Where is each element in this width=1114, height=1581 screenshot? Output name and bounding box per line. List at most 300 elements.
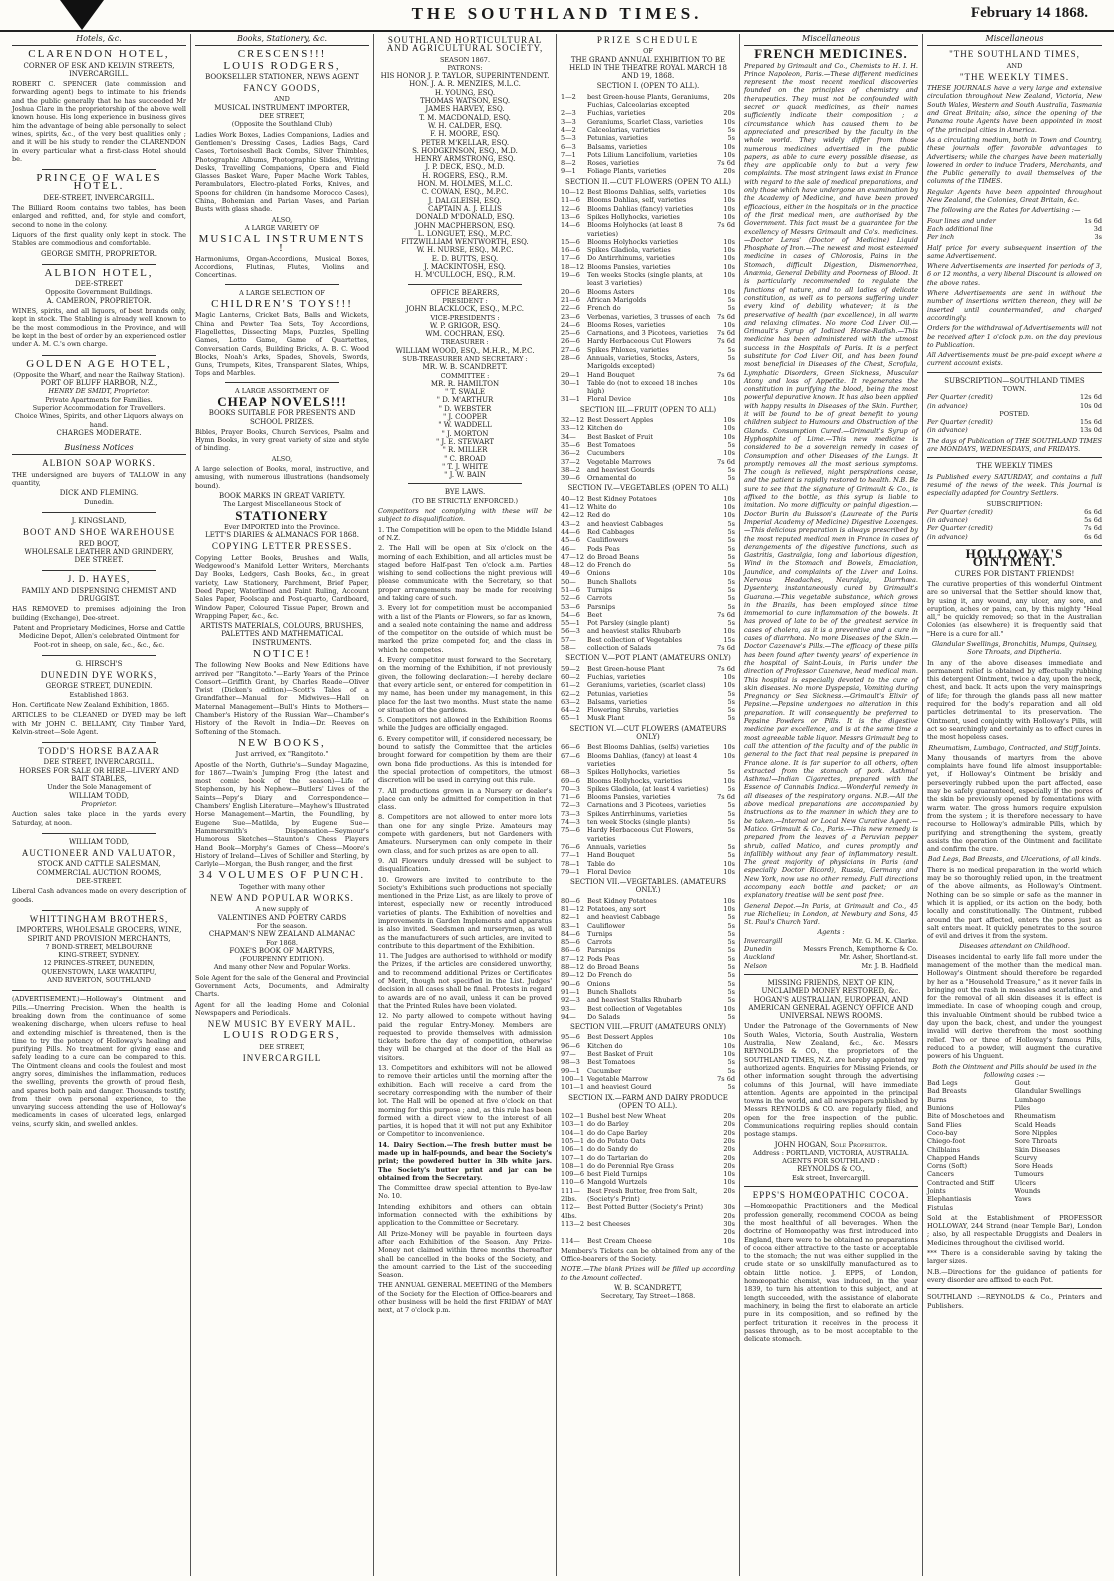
meeting-note: THE ANNUAL GENERAL MEETING of the Members of the Society for the Election of Office-bearers and other business will be held the first FRIDAY of MAY next, at 7 o'clock p.m.: [378, 1281, 552, 1315]
ad-sub: A new supply of: [255, 905, 309, 914]
schedule-number: 75—6: [561, 826, 580, 835]
schedule-row: [561, 938, 735, 946]
schedule-number: 107—1: [561, 1153, 585, 1162]
ad-title: TODD'S HORSE BAZAAR: [38, 746, 160, 757]
schedule-prize: 10s: [723, 1178, 735, 1187]
schedule-prize: 5s: [727, 801, 735, 810]
ad-name: WILLIAM TODD,: [68, 837, 130, 846]
schedule-number: 39—6: [561, 474, 580, 483]
case-item: Sore Throats: [1014, 1137, 1058, 1146]
schedule-row: [561, 449, 735, 457]
schedule-item: Kitchen do: [587, 424, 623, 433]
schedule-number: 52—6: [561, 594, 580, 603]
ad-music: MUSICAL INSTRUMENT IMPORTER,: [214, 103, 350, 112]
schedule-item: Best collection of Vegetables: [587, 1004, 682, 1013]
rate-entry: [927, 225, 1102, 233]
printers-footer: SOUTHLAND :—REYNOLDS & Co., Printers and Publishers.: [927, 1293, 1102, 1310]
holloway-body-2: In any of the above diseases immediate and permanent relief is obtained by effectually rubbing this detergent Ointment, twice a day, upon the neck, chest, and back. It acts upon the very mainsprings of life; for through the glands pass all new matter required for the body's reparation and all old particles detrimental to its preservation. The Ointment, used conjointly with Holloway's Pills, will act so searchingly and certainly as to effect cures in the most hopeless cases.: [927, 658, 1102, 742]
schedule-row: [561, 843, 735, 851]
schedule-prize: 5s: [727, 826, 735, 835]
agent-entry-label: Dunedin: [744, 945, 772, 954]
schedule-number: 3—3: [561, 117, 576, 126]
french-medicines-body: Prepared by Grimault and Co., Chemists to H. I. H. Prince Napoleon, Paris.—These different medicines represent the most recent medical discoveries founded on the principles of chemistry and therapeutics. They must not be confounded with secret or quack medicines, as their names sufficiently indicate their composition ; a circumstance which has caused them to be appreciated and prescribed by the faculty in the whole world. They widely differ from those numerous medicines advertised in the public papers, as able to cure every possible disease, as they are applicable only to but a very few complaints. The most stringent laws exist in France with regard to the sale of medical preparations, and only those which have undergone an examination by the Academy of Medicine, and have been proved efficacious, either in the hospitals or in the practice of the first medical men, are authorised by the Government. This fact must be a guarantee for the excellency of Messrs Grimault and Co's. medicines.—Doctor Leras' (Doctor of Medicine) Liquid Phosphate of Iron.—The newest and most esteemed medicine in cases of Chlorosis, Pains in the Stomach, difficult Digestion, Dismenorrhea, Anæmia, General Debility and Poorness of Blood. It is particularly recommended to regulate the functions of nature, and to all ladies of delicate constitution, as well as to persons suffering under every kind of debility whatever; it is the preservative of health (par excellence), in all warm and relaxing climates. No more Cod Liver Oil.—Grimault's Syrup of Iodized Horse-Radish.—This medicine has been administered with the utmost success in the Hospitals of Paris. It is a perfect substitute for Cod Liver Oil, and has been found most beneficial in Diseases of the Chest, Scrofula, Lymphatic Disorders, Green Sickness, Muscular Atony and loss of Appetite. It regenerates the constitution in purifying the blood, being the most powerful depurative known. It has also been applied with happy results in Diseases of the Skin. Further, it will be found to be of great benefit to young children subject to Humours and Obstruction of the Glands. Consumption Cured.—Grimault's Syrup of Hyphosphite of Lime.—This new medicine is considered to be a sovereign remedy in cases of Consumption and other Diseases of the Lungs. It promptly removes all the most serious symptoms. The cough is relieved, night perspirations cease, and the patient is rapidly restored to health. N.B. Be sure to see that the signature of Grimault & Co., is affixed to the bottle, as this syrup is liable to imitation. No more difficulty or painful digestion.—Doctor Burin du Buisson's (Laureate of the Paris Imperial Academy of Medicine) Digestive Lozenges.—This delicious preparation is always prescribed by the most reputed medical men in France in cases of derangements of the digestive functions, such as Gastritis, Gastralgia, long and laborious digestion, Wind in the Stomach and Bowels, Emaciation, Jaundice, and complaints of the Liver and Loins. Nervous Headaches, Neuralgia, Diarrhœa. Dysentery, instantaneously cured by Grimault's Guarana.—This vegetable substance, which grows in the Brazils, has been employed since time immemorial to cure inflammation of the bowels. It has proved of late to be of the greatest service in cases of cholera, as it is a preventive and a cure in cases of diarrhœa. No more Diseases of the Skin.—Doctor Cazenave's Pills.—The efficacy of these pills has been found after twenty years' of experience in the hospital of Saint-Louis, in Paris under the direction of Professor Cazenave, head medical man. This hospital is especially devoted to the cure of skin diseases. No more Dyspepsia, Vomiting during Pregnancy or Sea Sickness.—Grimault's Elixir of Pepsine.—Pepsine undergoes no alteration in this preparation. It will consequently be preferred to Pepsine Powders or Pills. It is the digestive medicine par excellence, and is at the same time a most agreeable table liquor. Messrs Grimault beg to call the attention of the faculty and of the public in general to the fact that real pepsine is prepared in France alone. It is far superior to all others, often extracted from the stomach of pork. Asthma! Asthma!—Indian Cigarettes, prepared with the Essence of Cannabis Indica.—Wonderful remedy in all diseases of the respiratory organs. N.B.—All the above medical preparations are accompanied by instructions as to the manner in which they are to be taken.—Internal or Local New Curative Agent.—Matico. Grimault & Co., Paris.—This new remedy is prepared from the leaves of a Peruvian pepper shrub, called Matico, and cures promptly and infallibly without any fear of inflammatory result. The great majority of physicians in Paris (and especially Doctor Ricord), Russia, Germany and New York, now use no other remedy. Full directions accompany each bottle and packet; or an explanatory treatise will be sent post free.: [744, 61, 918, 900]
schedule-number: 35—6: [561, 440, 580, 449]
column-misc-2: [923, 34, 1106, 1576]
patron-name: CAPTAIN A. J. ELLIS: [428, 204, 502, 213]
schedule-prize: 10s: [723, 859, 735, 868]
ad-proprietor: HENRY DE SMIDT, Proprietor.: [48, 387, 150, 396]
schedule-prize: 10s: [723, 896, 735, 905]
schedule-number: 84—6: [561, 929, 580, 938]
ad-body: Ladies Work Boxes, Ladies Companions, Ladies and Gentlemen's Dressing Cases, Ladies Bags, Card Cases, Tortoiseshell Back Combs, Silver Thimbles, Photographic Albums, Photographic Slides, Writing Desks, Travelling Companions, Opera and Field Glasses Basket Ware, Paper Mache Work Tables, Perambulators, Electro-plated Forks, Knives, and Spoons for children (in handsome Morocco Cases), China, Bohemian and Parian Vases, and Parian Busts with glass shade.: [195, 130, 369, 214]
case-item: Bad Legs: [927, 1079, 958, 1088]
schedule-row: [561, 93, 735, 110]
schedule-number: 111—2lbs.: [561, 1186, 580, 1204]
schedule-prize: 7s 6d: [717, 793, 735, 802]
schedule-item: Blooms Asters: [587, 287, 635, 296]
schedule-item: Blooms Pansies, varieties: [587, 793, 671, 802]
schedule-row: [561, 188, 735, 196]
subscription-rate: [927, 524, 1102, 532]
schedule-prize: 5s: [727, 594, 735, 603]
agent-entry-value: Mr. G. M. K. Clarke.: [852, 936, 918, 945]
subscription2-posted-rates: [927, 524, 1102, 541]
schedule-prize: 5s: [727, 697, 735, 706]
agent-entry-value: Mr. J. B. Hadfield: [861, 961, 918, 970]
schedule-row: [561, 134, 735, 142]
patrons-list: [378, 80, 552, 279]
schedule-item: Bunch Shallots: [587, 987, 637, 996]
schedule-note: NOTE.—The blank Prizes will be filled up according to the Amount collected.: [561, 1265, 735, 1282]
schedule-prize: 10s: [723, 1004, 735, 1013]
schedule-item: Red do: [587, 511, 611, 520]
bye-law-rule: 12. No party allowed to compete without having paid the regular Entry-Money. Members are requested to provide themselves with admission tickets before the day of competition, otherwise they will be charged at the door of the Hall as visitors.: [378, 1012, 552, 1062]
schedule-row: [561, 321, 735, 329]
schedule-row: [561, 238, 735, 246]
schedule-item: Onions: [587, 979, 611, 988]
schedule-number: 51—6: [561, 586, 580, 594]
holloway-glandular: Glandular Swellings, Bronchitis, Mumps, Quinsey, Sore Throats, and Diptheria.: [931, 640, 1098, 657]
schedule-number: 69—6: [561, 776, 580, 785]
ad-address: DEE STREET, INVERCARGILL.: [43, 758, 155, 767]
schedule-item: Carnations and 3 Picotees, varieties: [587, 801, 706, 810]
schedule-number: 59—2: [561, 664, 580, 673]
schedule-prize: 10s: [723, 1170, 735, 1179]
weekly-note: Is Published every SATURDAY, and contains a full resumé of the news of the week. This Journal is especially adapted for Country Settlers.: [927, 472, 1102, 498]
schedule-item: Carrots: [587, 938, 612, 947]
schedule-row: [561, 603, 735, 611]
column-heading: Miscellaneous: [927, 34, 1102, 46]
hogan-body: Under the Patronage of the Governments of New South Wales, Victoria, South Australia, Western Australia, New Zealand, &c., &c. Messrs REYNOLDS & CO., the proprietors of the SOUTHLAND TIMES, N.Z. are hereby appointed my authorized agents. Enquiries for Missing Friends, or other information sought through the advertising columns of this Journal, will have immediate attention. Agents are appointed in the principal towns in the world, and all newspapers published by Messrs REYNOLDS & CO. are regularly filed, and open for the free inspection of the public. Communications requiring replies should contain postage stamps.: [744, 1022, 918, 1139]
schedule-prize: 7s 6d: [717, 457, 735, 466]
case-item: Chilblains: [927, 1145, 961, 1154]
ad-cert: Hon. Certificate New Zealand Exhibition, 1865.: [12, 701, 170, 709]
schedule-item: Best collection of Vegetables: [587, 635, 682, 644]
schedule-item: African Marigolds: [587, 295, 647, 304]
schedule-number: 114—: [561, 1236, 580, 1245]
ad-golden-age-hotel: [12, 357, 186, 438]
schedule-row: [561, 801, 735, 809]
schedule-prize: 5s: [727, 304, 735, 313]
schedule-prize: 5s: [727, 954, 735, 963]
schedule-row: [561, 304, 735, 312]
schedule-prize: 20s: [723, 1112, 735, 1121]
schedule-number: 16—6: [561, 246, 580, 255]
case-item: Contracted and Stiff Joints: [927, 1178, 995, 1195]
schedule-item: Best Kidney Potatoes: [587, 896, 657, 905]
ad-body: Harmoniums, Organ-Accordions, Musical Boxes, Accordions, Flutinas, Flutes, Violins and Concertinas.: [195, 254, 369, 280]
schedule-item: do Broad Beans: [587, 963, 640, 972]
patron-name: HENRY ARMSTRONG, ESQ.: [414, 155, 516, 164]
schedule-item: best Field Turnips: [587, 1170, 648, 1179]
schedule-row: [561, 897, 735, 905]
subscription-rate: [927, 508, 1102, 516]
intending-note: Intending exhibitors and others can obtain information connected with the exhibitions by application to the Committee or Secretary.: [378, 1202, 552, 1228]
schedule-item: Best Dessert Apples: [587, 416, 654, 425]
ad-sub: VALENTINES AND POETRY CARDS: [217, 913, 347, 922]
schedule-prize: 10s: [723, 1236, 735, 1245]
subscription-posted-rates: [927, 418, 1102, 435]
schedule-number: 10—12: [561, 188, 585, 197]
schedule-item: Best Basket of Fruit: [587, 1050, 653, 1059]
schedule-item: Best Blooms Dahlias, selfs, varieties: [587, 188, 707, 197]
schedule-prize: 5s: [727, 465, 735, 474]
ad-body: The following New Books and New Editions have arrived per "Rangitoto."—Early Years of the Prince Consort—Griffith Grant, by Charles Reade—Oliver Twist (Dicken's edition)—Scott's Tales of a Grandfather—Manual for Midwives—Hall on Maternal Management—Bull's Hints to Mothers—Chamber's History of the Russian War—Chamber's History of the Revolt in India—Dr. Reeves on Softening of the Stomach.: [195, 661, 369, 736]
schedule-prize: 10s: [723, 395, 735, 404]
schedule-item: and heaviest Cabbage: [587, 913, 660, 922]
schedule-row: [561, 905, 735, 913]
schedule-row: [561, 752, 735, 769]
ad-note: Superior Accommodation for Travellers.: [32, 403, 166, 412]
subscription-rate-value: 12s 6d: [1080, 393, 1102, 402]
schedule-row: [561, 196, 735, 204]
schedule-prize: 5s: [727, 527, 735, 536]
schedule-number: 29—1: [561, 370, 580, 379]
schedule-row: [561, 254, 735, 262]
schedule-number: 61—2: [561, 681, 580, 690]
schedule-number: 85—6: [561, 938, 580, 947]
schedule-prize: 5s: [727, 536, 735, 545]
schedule-row: [561, 159, 735, 167]
schedule-prize: 7s 6d: [717, 337, 735, 346]
schedule-number: 87—12: [561, 954, 585, 963]
ad-kingsland: [12, 517, 186, 564]
subscription-rate-value: 10s 0d: [1080, 401, 1102, 410]
schedule-row: [561, 714, 735, 722]
schedule-row: [561, 594, 735, 602]
schedule-prize: 30s 20s: [723, 1203, 735, 1220]
case-item: Tumours: [1014, 1170, 1044, 1179]
schedule-item: Ornamental do: [587, 474, 637, 483]
schedule-prize: 10s: [723, 569, 735, 578]
schedule-prize: 7s 6d: [717, 644, 735, 653]
schedule-row: [561, 851, 735, 859]
ad-pre: A LARGE VARIETY OF: [244, 223, 320, 232]
subscription-rate-label: Per Quarter (credit): [927, 507, 993, 516]
byelaws-note: Competitors not complying with these will be subject to disqualification.: [378, 507, 552, 524]
ad-punch-title: 34 VOLUMES OF PUNCH.: [198, 869, 366, 882]
orders-note: Orders for the withdrawal of Advertisements will not be received after 1 o'clock p.m. on the day previous to Publication.: [927, 324, 1102, 349]
schedule-number: 27—6: [561, 345, 580, 354]
schedule-prize: 10s: [723, 271, 735, 280]
subscription-town-rates: [927, 393, 1102, 410]
column-heading: Books, Stationery, &c.: [195, 34, 369, 46]
schedule-item: Spikes Phloxes, varieties: [587, 345, 669, 354]
schedule-prize: 10s: [723, 751, 735, 760]
schedule-item: Best Kidney Potatoes: [587, 494, 657, 503]
schedule-number: 65—1: [561, 714, 580, 723]
schedule-row: [561, 922, 735, 930]
ad-footer-street: DEE STREET,: [259, 1042, 305, 1051]
schedule-prize: 10s: [723, 204, 735, 213]
schedule-prize: 5s: [727, 996, 735, 1005]
society-title: SOUTHLAND HORTICULTURAL AND AGRICULTURAL SOCIETY,: [386, 35, 544, 54]
schedule-number: 12—6: [561, 204, 580, 213]
schedule-item: and heaviest Gourds: [587, 465, 655, 474]
schedule-number: 108—1: [561, 1161, 585, 1170]
schedule-item: Beet: [587, 610, 603, 619]
french-depot: General Depot.—In Paris, at Grimault and Co., 45 rue Richelieu; in London, at Newbury and Sons, 45 St. Paul's Church Yard.: [744, 901, 918, 927]
schedule-row: [561, 441, 735, 449]
ad-title: NEW AND POPULAR WORKS.: [210, 893, 354, 904]
schedule-item: Blooms Hollyhocks, varieties: [587, 776, 683, 785]
schedule-row: [561, 681, 735, 689]
reynolds-name: REYNOLDS & CO.,: [797, 1165, 865, 1174]
schedule-row: [561, 673, 735, 681]
case-item: Lumbago: [1014, 1095, 1046, 1104]
schedule-row: [561, 946, 735, 954]
rate-entry-value: 3s: [1094, 233, 1102, 242]
subscription-rate-label: Per Quarter (credit): [927, 418, 993, 427]
schedule-item: Potatoes, any sort: [587, 904, 647, 913]
schedule-row: [561, 1154, 735, 1162]
schedule-item: Spikes Gladiola, (at least 4 varieties): [587, 784, 709, 793]
rate-entry: [927, 217, 1102, 225]
schedule-number: 53—6: [561, 602, 580, 611]
schedule-item: Turnips: [587, 929, 613, 938]
schedule-number: 74—3: [561, 818, 580, 827]
schedule-number: 26—6: [561, 337, 580, 346]
patron-lead: HIS HONOR J. P. TAYLOR, SUPERINTENDENT.: [380, 72, 550, 81]
schedule-prize: 5s: [727, 842, 735, 851]
schedule-row: [561, 379, 735, 396]
half-price-note: Half price for every subsequent insertion of the same Advertisement.: [927, 243, 1102, 260]
ad-name: LOUIS RODGERS,: [223, 59, 341, 72]
schedule-number: 21—6: [561, 295, 580, 304]
schedule-prize: 5s: [727, 979, 735, 988]
schedule-item: and heaviest stalks Rhubarb: [587, 627, 681, 636]
schedule-item: Annuals, varieties: [587, 842, 647, 851]
schedule-prize: 7s 6d: [717, 1074, 735, 1083]
ad-address: 12 PRINCES-STREET, DUNEDIN,: [43, 959, 155, 968]
schedule-item: and heaviest Cabbages: [587, 519, 664, 528]
column-heading: Hotels, &c.: [12, 34, 186, 46]
schedule-prize: 20s: [723, 167, 735, 176]
schedule-row: [561, 868, 735, 876]
schedule-prize: 30s 20s: [723, 1219, 735, 1237]
secretary: MR. W. B. SCANDRETT.: [422, 363, 508, 372]
schedule-item: Bunch Shallots: [587, 577, 637, 586]
schedule-number: 1—2: [561, 92, 576, 101]
schedule-row: [561, 118, 735, 126]
ad-albion-soap-works: [12, 459, 186, 505]
case-item: Corns (Soft): [927, 1162, 968, 1171]
schedule-row: [561, 611, 735, 619]
subscription-rate-value: 7s 6d: [1084, 524, 1102, 533]
schedule-prize: 10s: [723, 1050, 735, 1059]
schedule-prize: 5s: [727, 125, 735, 134]
schedule-prize: 20s: [723, 1153, 735, 1162]
schedule-section-title: SECTION III.—FRUIT (OPEN TO ALL): [579, 405, 717, 414]
schedule-prize: 5s: [727, 295, 735, 304]
schedule-item: Carrots: [587, 594, 612, 603]
schedule-item: Petunias, varieties: [587, 689, 648, 698]
schedule-item: Verbenas, varieties, 3 trusses of each: [587, 312, 711, 321]
ad-also: ALSO,: [271, 454, 293, 463]
holloway-sold: Sold at the Establishment of PROFESSOR HOLLOWAY, 244 Strand (near Temple Bar), London ; also, by all respectable Druggists and Dealers in Medicines throughout the civilised world.: [927, 1213, 1102, 1247]
ad-note: Liberal Cash advances made on every description of goods.: [12, 887, 186, 904]
schedule-signature: W. B. SCANDRETT,: [613, 1284, 682, 1293]
holloway-body-5: Diseases incidental to early life fall more under the management of the mother than the medical man. Holloway's Ointment should therefore be regarded by her as a "Household Treasure," as it never fails in bringing out the rash in measles and scarlatina; and for the removal of all skin diseases it is effect is immediate. In case of whooping cough and croup, this invaluable Ointment should be rubbed twice a day upon the back, chest, and under the youngest invalid will derive therefrom the most soothing relief. Two or three of Holloway's famous Pills, reduced to a powder, will augment the curative powers of his Unguent.: [927, 952, 1102, 1061]
schedule-number: 67—6: [561, 751, 580, 760]
schedule-item: Best Potted Butter (Society's Print): [587, 1203, 704, 1212]
ad-est: Established 1863.: [69, 690, 129, 699]
ad-sub: Opposite Government Buildings.: [45, 288, 153, 297]
ad-pre: A LARGE ASSORTMENT OF: [235, 386, 329, 395]
subscription-rate-label: (in advance): [927, 401, 968, 410]
schedule-prize: 10s: [723, 254, 735, 263]
patron-name: JOHN MACPHERSON, ESQ.: [415, 221, 515, 230]
schedule-row: [561, 346, 735, 354]
schedule-item: best Green-house Plants, Geraniums, Fuchias, Calceolarias excepted: [587, 92, 710, 110]
patron-name: JAMES HARVEY, ESQ.: [425, 105, 505, 114]
subscription2-town-rates: [927, 508, 1102, 525]
ad-sub: (FOURPENNY EDITION).: [239, 955, 325, 964]
ad-sub: And many other New and Popular Works.: [213, 963, 351, 972]
committee-member: " J. MORTON: [441, 429, 489, 438]
schedule-item: Pots Lilium Lancifolium, varieties: [587, 150, 698, 159]
ad-note: Private Apartments for Families.: [45, 395, 153, 404]
schedule-item: Geraniums, Scarlet Class, varieties: [587, 117, 703, 126]
schedule-number: 68—3: [561, 768, 580, 777]
schedule-number: 112—4lbs.: [561, 1203, 580, 1220]
schedule-number: 110—6: [561, 1178, 585, 1187]
patrons-heading: PATRONS:: [447, 63, 483, 72]
schedule-number: 38—2: [561, 465, 580, 474]
subscription-rate: [927, 533, 1102, 541]
schedule-prize: 7s 6d: [717, 664, 735, 673]
schedule-number: 4—2: [561, 125, 576, 134]
ad-hirsch-dye-works: [12, 660, 186, 736]
schedule-item: do French do: [587, 561, 631, 570]
bye-law-rule: 7. All productions grown in a Nursery or dealer's place can only be admitted for competition in that class.: [378, 786, 552, 812]
vice-heading: VICE-PRESIDENTS :: [430, 313, 500, 322]
schedule-row: [561, 1075, 735, 1083]
committee-member: " J. COOPER: [442, 413, 488, 422]
schedule-prize: 20s: [723, 1128, 735, 1137]
schedule-number: 22—6: [561, 304, 580, 313]
agent-entry-label: Auckland: [744, 953, 775, 962]
ad-body: Magic Lanterns, Cricket Bats, Balls and Wickets, China and Pewter Tea Sets, Toy Accordions, Flagellettes, Dissecting Maps, Puzzles, Spelling Games, Lotto Game, Game of Quartettes, Conversation Cards, Building Bricks, A. B. C. Wood Blocks, Noah's Arks, Spades, Shovels, Swords, Guns, Trumpets, Kites, Transparent Slates, Whips, Tops and Marbles.: [195, 311, 369, 378]
subscription-rate-label: (in advance): [927, 532, 968, 541]
town-label: TOWN.: [1002, 384, 1027, 393]
schedule-prize: 10s: [723, 150, 735, 159]
schedule-prize: 10s: [723, 196, 735, 205]
schedule-prize: 10s: [723, 1033, 735, 1042]
schedule-row: [561, 474, 735, 482]
ad-proprietor: A. CAMERON, PROPRIETOR.: [46, 296, 152, 305]
ad-sub: RED BOOT,: [78, 539, 120, 548]
schedule-number: 2—3: [561, 109, 576, 118]
schedule-number: 49—6: [561, 569, 580, 578]
schedule-row: [561, 578, 735, 586]
bye-law-rule: 11. The Judges are authorised to withhold or modify the Prizes, if the articles are considered unworthy, and to recommend additional Prizes or Certificates of Merit, though not specified in the List. Judges' decision in all cases shall be final. Protests in regard to awards are of no avail, unless it can be proved that the Printed Rules have been violated.: [378, 952, 552, 1010]
schedule-number: 6—3: [561, 142, 576, 151]
committee-note: The Committee draw special attention to Bye-law No. 10.: [378, 1184, 552, 1201]
rate-entry-value: 1s 6d: [1084, 216, 1102, 225]
schedule-number: 79—1: [561, 867, 580, 876]
ad-body: WINES, spirits, and all liquors, of best brands only, kept in stock. The Stabling is already well known to be the most commodious in the Province, and will be kept in the best of order by an experienced ostler under A. M. C.'s own charge.: [12, 307, 186, 349]
ad-stationery-title: STATIONERY: [235, 507, 329, 523]
ad-sub: Just arrived, ex "Rangitoto.": [235, 750, 329, 759]
schedule-number: 44—6: [561, 527, 580, 536]
schedule-row: [561, 205, 735, 213]
case-item: Fistulas: [927, 1203, 954, 1212]
schedule-row: [561, 458, 735, 466]
schedule-number: 55—1: [561, 619, 580, 628]
schedule-prize: 5s: [727, 1012, 735, 1021]
schedule-prize: 5s: [727, 345, 735, 354]
schedule-number: 8—2: [561, 159, 576, 168]
case-item: Coco-bay: [927, 1128, 958, 1137]
case-item: Glandular Swellings: [1014, 1087, 1082, 1096]
committee-member: " D. M'ARTHUR: [436, 396, 494, 405]
schedule-row: [561, 1137, 735, 1145]
schedule-prize: 5s: [727, 602, 735, 611]
schedule-prize: 10s: [723, 262, 735, 271]
bye-law-rule: 8. Competitors are not allowed to enter more lots than one for any single Prize. Amateurs may compete with gardeners, but not Gardeners with Amateurs. Nurserymen can only compete in their own class, and for such prizes as are open to all.: [378, 813, 552, 855]
schedule-prize: 10s: [723, 904, 735, 913]
bye-law-rule: 3. Every lot for competition must be accompanied with a list of the Plants or Flowers, so far as known, and a sealed note containing the name and address of the competitor on the outside of which must be marked the prize competed for, and the class in which he competes.: [378, 604, 552, 654]
subscription-rate-label: Per Quarter (credit): [927, 393, 993, 402]
schedule-row: [561, 963, 735, 971]
schedule-prize: 5s: [727, 440, 735, 449]
schedule-item: Spikes Antirrhinums, varieties: [587, 809, 688, 818]
schedule-item: do do Perennial Rye Grass: [587, 1161, 674, 1170]
schedule-row: [561, 988, 735, 996]
schedule-item: Blooms Holyhocks (at least 8 varieties): [587, 221, 683, 238]
subscription-rate: [927, 516, 1102, 524]
schedule-item: Best Dessert Apples: [587, 1033, 654, 1042]
schedule-row: [561, 665, 735, 673]
schedule-number: 45—6: [561, 536, 580, 545]
ad-sub: Together with many other: [239, 882, 325, 891]
patron-name: FITZWILLIAM WENTWORTH, ESQ.: [401, 238, 529, 247]
case-item: Chiego-foot: [927, 1137, 966, 1146]
schedule-sections: [561, 82, 735, 1244]
schedule-prize: 10s: [723, 246, 735, 255]
schedule-number: 93—: [561, 1004, 576, 1013]
ad-body: Copying Letter Books, Brushes and Walls, Wedgewood's Manifold Letter Writers, Merchants Day Books, Ledgers, Cash Books, &c., in great variety, Law Stationery, Parchment, Brief Paper, Deed Paper, Waterlined and Faint Ruling, Account Sales Paper, Foolscap and Post-quarto, Cardboard, Window Paper, Coloured Tissue Paper, Brown and Wrapping Paper, &c., &c.: [195, 553, 369, 620]
schedule-number: 97—: [561, 1050, 576, 1059]
schedule-section-title: SECTION I. (OPEN TO ALL).: [596, 82, 700, 91]
schedule-prize: 5s: [727, 1083, 735, 1092]
bye-law-rule: 9. All Flowers unduly dressed will be subject to disqualification.: [378, 856, 552, 874]
schedule-of: OF: [643, 47, 653, 56]
committee-member: " D. WEBSTER: [438, 404, 492, 413]
schedule-number: 90—6: [561, 979, 580, 988]
schedule-row: [561, 1042, 735, 1050]
